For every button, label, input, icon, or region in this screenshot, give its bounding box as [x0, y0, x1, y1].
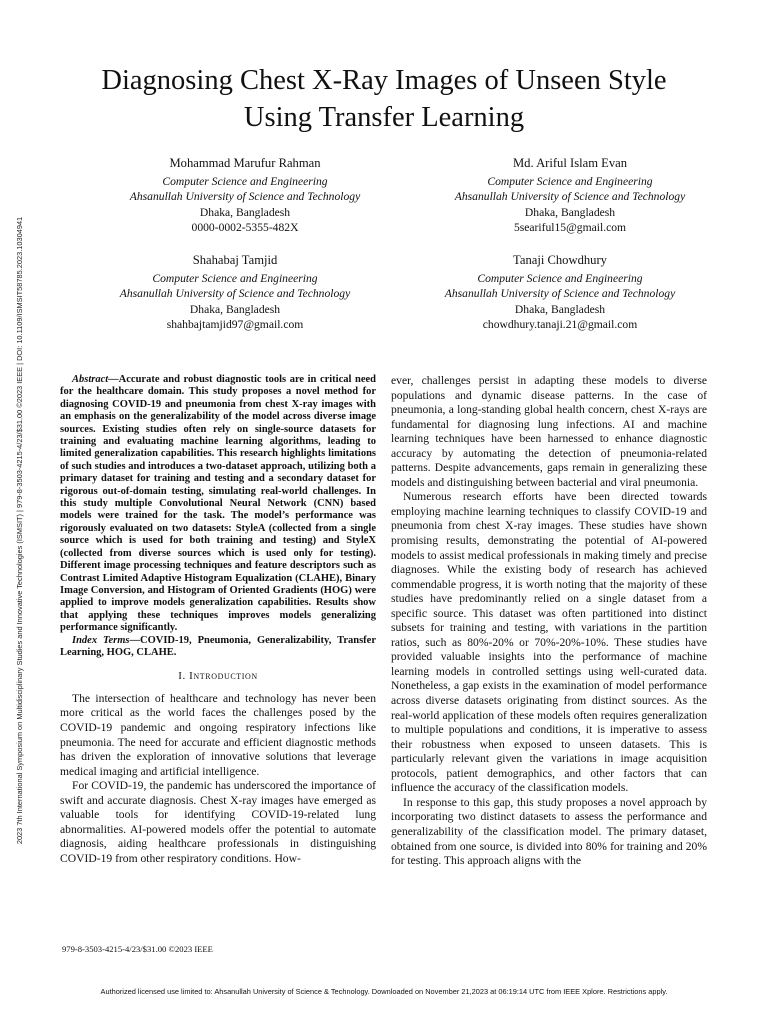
intro-paragraph-3: Numerous research efforts have been directed towards employing machine learning techniques to classify COVID-19 and pneumonia from chest X-ray images. These studies have shown promising results, demonstrating the potential of AI-powered models to assist medical professionals in making timely and precise diagnoses. While the existing body of research has achieved commendable progress, it is worth noting that the majority of these studies have predominantly relied on a single dataset from a specific source. This dataset was often partitioned into distinct subsets for training and testing, with variations in the partition ratios, such as 80%-20% or 70%-20%-10%. These studies have provided valuable insights into the performance of machine learning models in controlled settings using well-curated data. Nonetheless, a gap exists in the examination of model performance across diverse datasets originating from distinct sources. As the real-world application of these models often requires generalization to multiple populations and conditions, it is imperative to assess their robustness when exposed to unseen datasets. This is particularly relevant given the variations in image acquisition protocols, patient demographics, and other factors that can influence the accuracy of the classification models.: [391, 490, 707, 795]
author-email: chowdhury.tanaji.21@gmail.com: [482, 318, 638, 332]
doi-side-stamp-text: 2023 7th International Symposium on Multidisciplinary Studies and Innovative Technologies (ISMSIT) | 979-8-3503-4215-4/23/$31.00 ©2023 IEEE | DOI: 10.1109/ISMSIT58785.2023.10304941: [15, 216, 25, 844]
author-email: shahbajtamjid97@gmail.com: [166, 318, 304, 332]
author-city: Dhaka, Bangladesh: [514, 302, 606, 316]
author-name: Md. Ariful Islam Evan: [512, 156, 628, 170]
author-city: Dhaka, Bangladesh: [189, 302, 281, 316]
author-name: Tanaji Chowdhury: [513, 253, 607, 267]
left-column: [60, 374, 376, 866]
paper-title-line-2: Using Transfer Learning: [243, 102, 525, 133]
intro-paragraph-2: For COVID-19, the pandemic has underscored the importance of swift and accurate diagnosis. Chest X-ray images have emerged as valuable tools for identifying COVID-19-related lung abnormalities. AI-powered models offer the potential to automate diagnosis, aiding healthcare professionals in distinguishing COVID-19 from other respiratory conditions. How-: [60, 779, 376, 865]
abstract-text: —Accurate and robust diagnostic tools are in critical need for the healthcare domain. This study proposes a novel method for diagnosing COVID-19 and pneumonia from chest X-ray images with an emphasis on the generalizability of the model across diverse image sources. Existing studies often rely on single-source datasets for training and evaluating machine learning algorithms, leading to limited generalization capabilities. This research highlights limitations of such studies and introduces a two-dataset approach, utilizing both a primary dataset for training and testing and a secondary dataset for rigorous out-of-domain testing, simulating real-world challenges. In this study multiple Convolutional Neural Network (CNN) based models were trained for the task. The model’s performance was rigorously evaluated on two datasets: StyleA (collected from a single source which is used for both training and testing) and StyleX (collected from diverse sources which is used only for testing). Different image processing techniques and feature descriptors such as Contrast Limited Adaptive Histogram Equalization (CLAHE), Binary Image Conversion, and Histogram of Oriented Gradients (HOG) were applied to improve models generalization capabilities. Results show that applying these techniques improves models generalizing performance significantly.: [60, 374, 376, 634]
index-terms-text: —COVID-19, Pneumonia, Generalizability, Transfer Learning, HOG, CLAHE.: [60, 634, 376, 658]
author-university: Ahsanullah University of Science and Technology: [444, 287, 676, 301]
paper-title-line-1: Diagnosing Chest X-Ray Images of Unseen Style: [101, 65, 667, 96]
abstract: [60, 374, 376, 635]
license-notice: Authorized licensed use limited to: Ahsanullah University of Science & Technology. Downloaded on November 21,2023 at 06:19:14 UTC from IEEE Xplore. Restrictions apply.: [100, 987, 668, 996]
paper-title: [40, 62, 728, 136]
author-block-4: [395, 253, 725, 333]
author-block-3: [70, 253, 400, 333]
author-university: Ahsanullah University of Science and Technology: [119, 287, 351, 301]
author-name: Shahabaj Tamjid: [192, 253, 278, 267]
section-heading-introduction: I. Introduction: [178, 670, 258, 683]
index-terms-label: Index Terms: [72, 634, 130, 646]
doi-side-stamp: [2, 100, 38, 960]
abstract-label: Abstract: [72, 374, 109, 385]
author-orcid: 0000-0002-5355-482X: [191, 221, 299, 235]
right-column: [391, 374, 707, 869]
author-email: 5seariful15@gmail.com: [513, 221, 627, 235]
intro-paragraph-1: The intersection of healthcare and technology has never been more critical as the world faces the challenges posed by the COVID-19 pandemic and ongoing respiratory infections like pneumonia. The need for accurate and efficient diagnostic methods has driven the exploration of innovative solutions that leverage medical imaging and artificial intelligence.: [60, 691, 376, 778]
author-university: Ahsanullah University of Science and Technology: [454, 190, 686, 204]
index-terms: [60, 635, 376, 660]
author-department: Computer Science and Engineering: [477, 271, 643, 285]
author-city: Dhaka, Bangladesh: [524, 205, 616, 219]
intro-paragraph-2-continued: ever, challenges persist in adapting these models to diverse populations and dynamic disease patterns. In the case of pneumonia, a long-standing global health concern, chest X-rays are fundamental for diagnosing lung infections. AI and machine learning techniques have been harnessed to enhance diagnostic accuracy by automating the detection of pneumonia-related patterns. Despite advancements, gaps remain in generalizing these models and distinguishing between bacterial and viral pneumonia.: [391, 374, 707, 489]
author-block-2: [405, 156, 735, 236]
copyright-footnote: 979-8-3503-4215-4/23/$31.00 ©2023 IEEE: [62, 944, 213, 954]
author-department: Computer Science and Engineering: [487, 174, 653, 188]
author-city: Dhaka, Bangladesh: [199, 205, 291, 219]
author-block-1: [80, 156, 410, 236]
author-department: Computer Science and Engineering: [162, 174, 328, 188]
author-department: Computer Science and Engineering: [152, 271, 318, 285]
author-name: Mohammad Marufur Rahman: [169, 156, 321, 170]
intro-paragraph-4: In response to this gap, this study proposes a novel approach by incorporating two distinct datasets to assess the performance and generalizability of the classification model. The primary dataset, obtained from one source, is divided into 80% for training and 20% for testing. This approach aligns with the: [391, 795, 707, 868]
author-university: Ahsanullah University of Science and Technology: [129, 190, 361, 204]
